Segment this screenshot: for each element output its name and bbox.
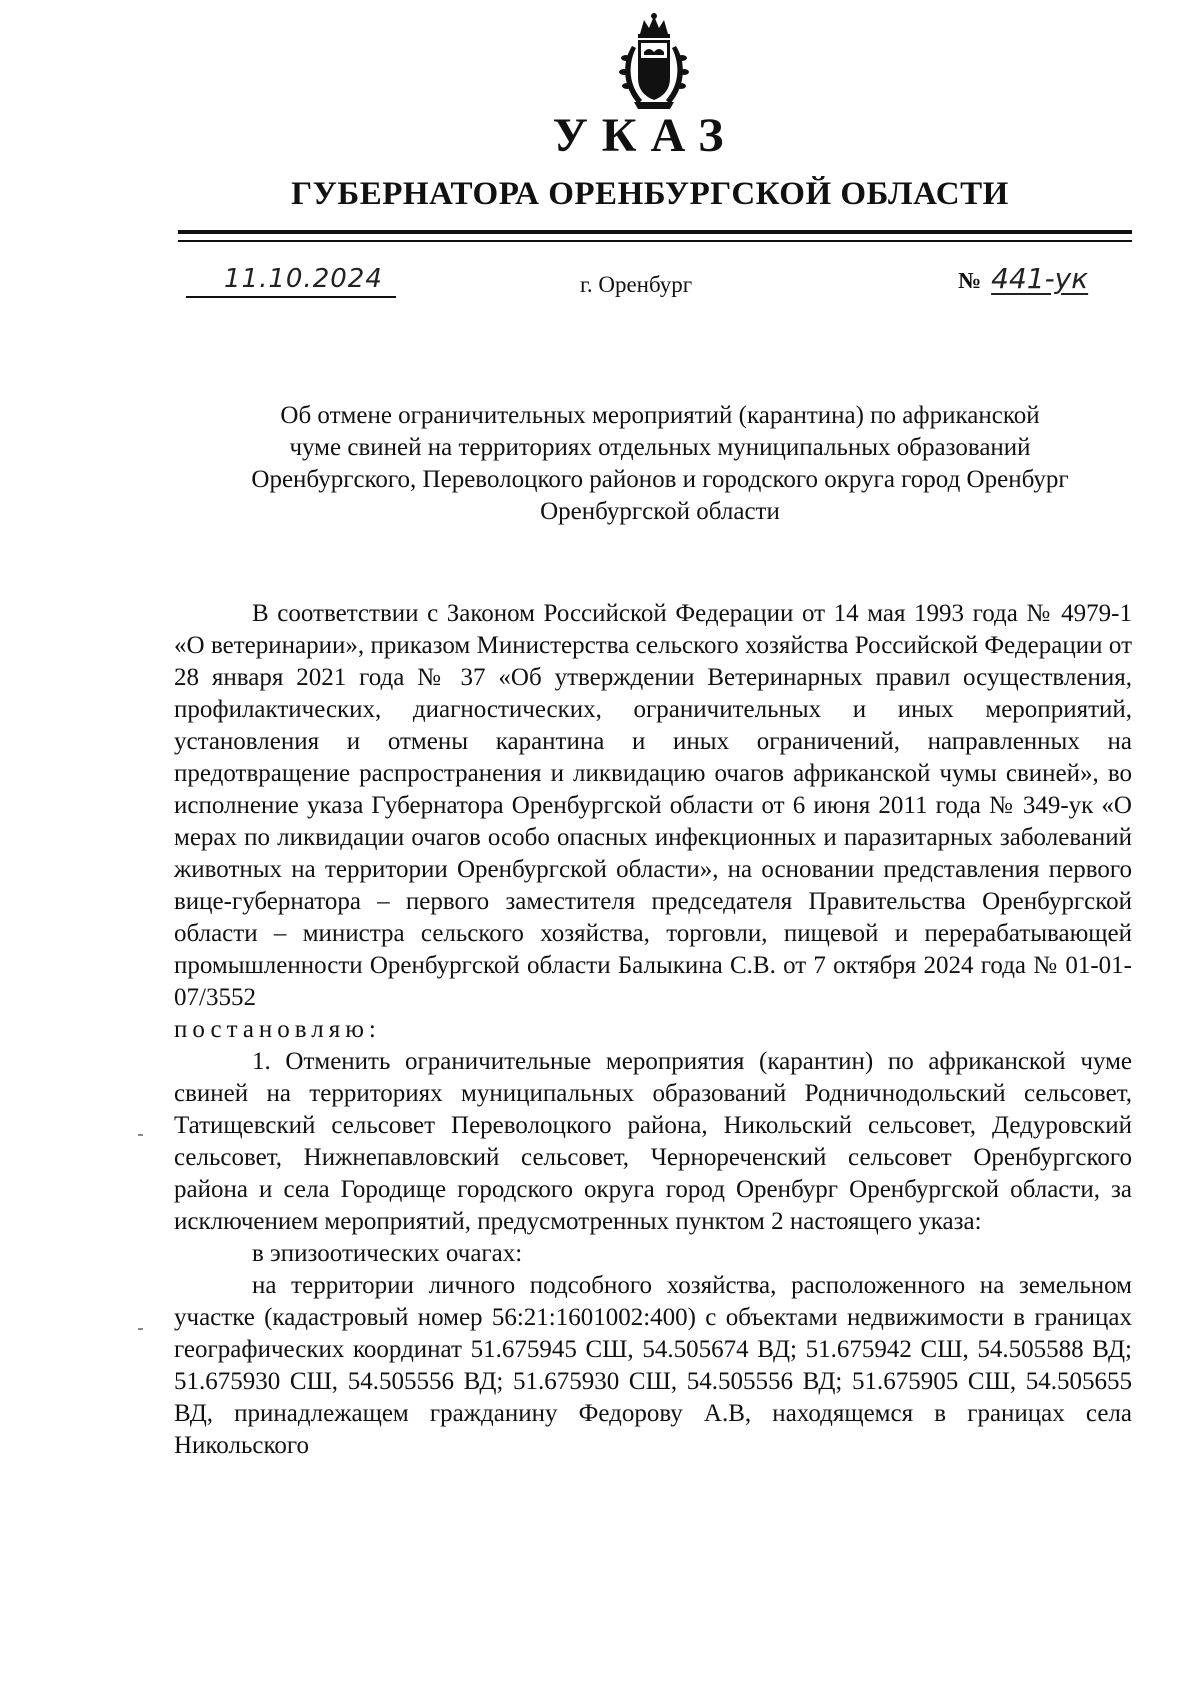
number-value: 441-ук — [991, 262, 1089, 295]
decree-heading — [160, 400, 1160, 528]
territory-paragraph: на территории личного подсобного хозяйства, расположенного на земельном участке (кадастровый номер 56:21:1601002:400) с объектами недвижимости в границах географических координат 51.675945 СШ, 54.505674 ВД; 51.675942 СШ, 54.505588 ВД; 51.675930 СШ, 54.505556 ВД; 51.675930 СШ, 54.505556 ВД; 51.675905 СШ, 54.505655 ВД, принадлежащем гражданину Федорову А.В, находящемся в границах села Никольского — [174, 1272, 1132, 1459]
coat-of-arms-emblem — [616, 12, 692, 112]
date-underline — [186, 296, 396, 298]
heading-line: Об отмене ограничительных мероприятий (карантина) по африканской — [280, 402, 1040, 429]
heading-line: Оренбургской области — [540, 498, 780, 525]
resolve-word: постановляю: — [174, 1016, 381, 1043]
item-1-paragraph: 1. Отменить ограничительные мероприятия (карантин) по африканской чуме свиней на территориях муниципальных образований Родничнодольский сельсовет, Татищевский сельсовет Переволоцкого района, Никольский сельсовет, Дедуровский сельсовет, Нижнепавловский сельсовет, Чернореченский сельсовет Оренбургского района и села Городище городского округа город Оренбург Оренбургской области, за исключением мероприятий, предусмотренных пунктом 2 настоящего указа: — [174, 1048, 1132, 1235]
margin-mark — [138, 1134, 143, 1136]
foci-paragraph: в эпизоотических очагах: — [252, 1240, 523, 1267]
header-divider-thin — [178, 240, 1132, 242]
number-sign: № — [958, 268, 982, 293]
preamble-paragraph: В соответствии с Законом Российской Федерации от 14 мая 1993 года № 4979-1 «О ветеринарии», приказом Министерства сельского хозяйства Российской Федерации от 28 января 2021 года № 37 «Об утверждении Ветеринарных правил осуществления, профилактических, диагностических, ограничительных и иных мероприятий, установления и отмены карантина и иных ограничений, направленных на предотвращение распространения и ликвидацию очагов африканской чумы свиней», во исполнение указа Губернатора Оренбургской области от 6 июня 2011 года № 349-ук «О мерах по ликвидации очагов особо опасных инфекционных и паразитарных заболеваний животных на территории Оренбургской области», на основании представления первого вице-губернатора – первого заместителя председателя Правительства Оренбургской области – министра сельского хозяйства, торговли, пищевой и перерабатывающей промышленности Оренбургской области Балыкина С.В. от 7 октября 2024 года № 01-01-07/3552 — [174, 600, 1132, 1011]
decree-body — [174, 598, 1132, 1462]
decree-number — [958, 262, 1088, 295]
city-label: г. Оренбург — [580, 272, 693, 297]
heading-line: чуме свиней на территориях отдельных муниципальных образований — [289, 434, 1031, 461]
margin-mark — [138, 1328, 143, 1330]
decree-date — [186, 264, 396, 298]
header-divider-thick — [178, 230, 1132, 234]
date-value: 11.10.2024 — [224, 264, 383, 294]
issuing-authority: ГУБЕРНАТОРА ОРЕНБУРГСКОЙ ОБЛАСТИ — [291, 176, 1009, 212]
decree-title: УКАЗ — [552, 109, 738, 162]
heading-line: Оренбургского, Переволоцкого районов и городского округа город Оренбург — [251, 466, 1069, 493]
